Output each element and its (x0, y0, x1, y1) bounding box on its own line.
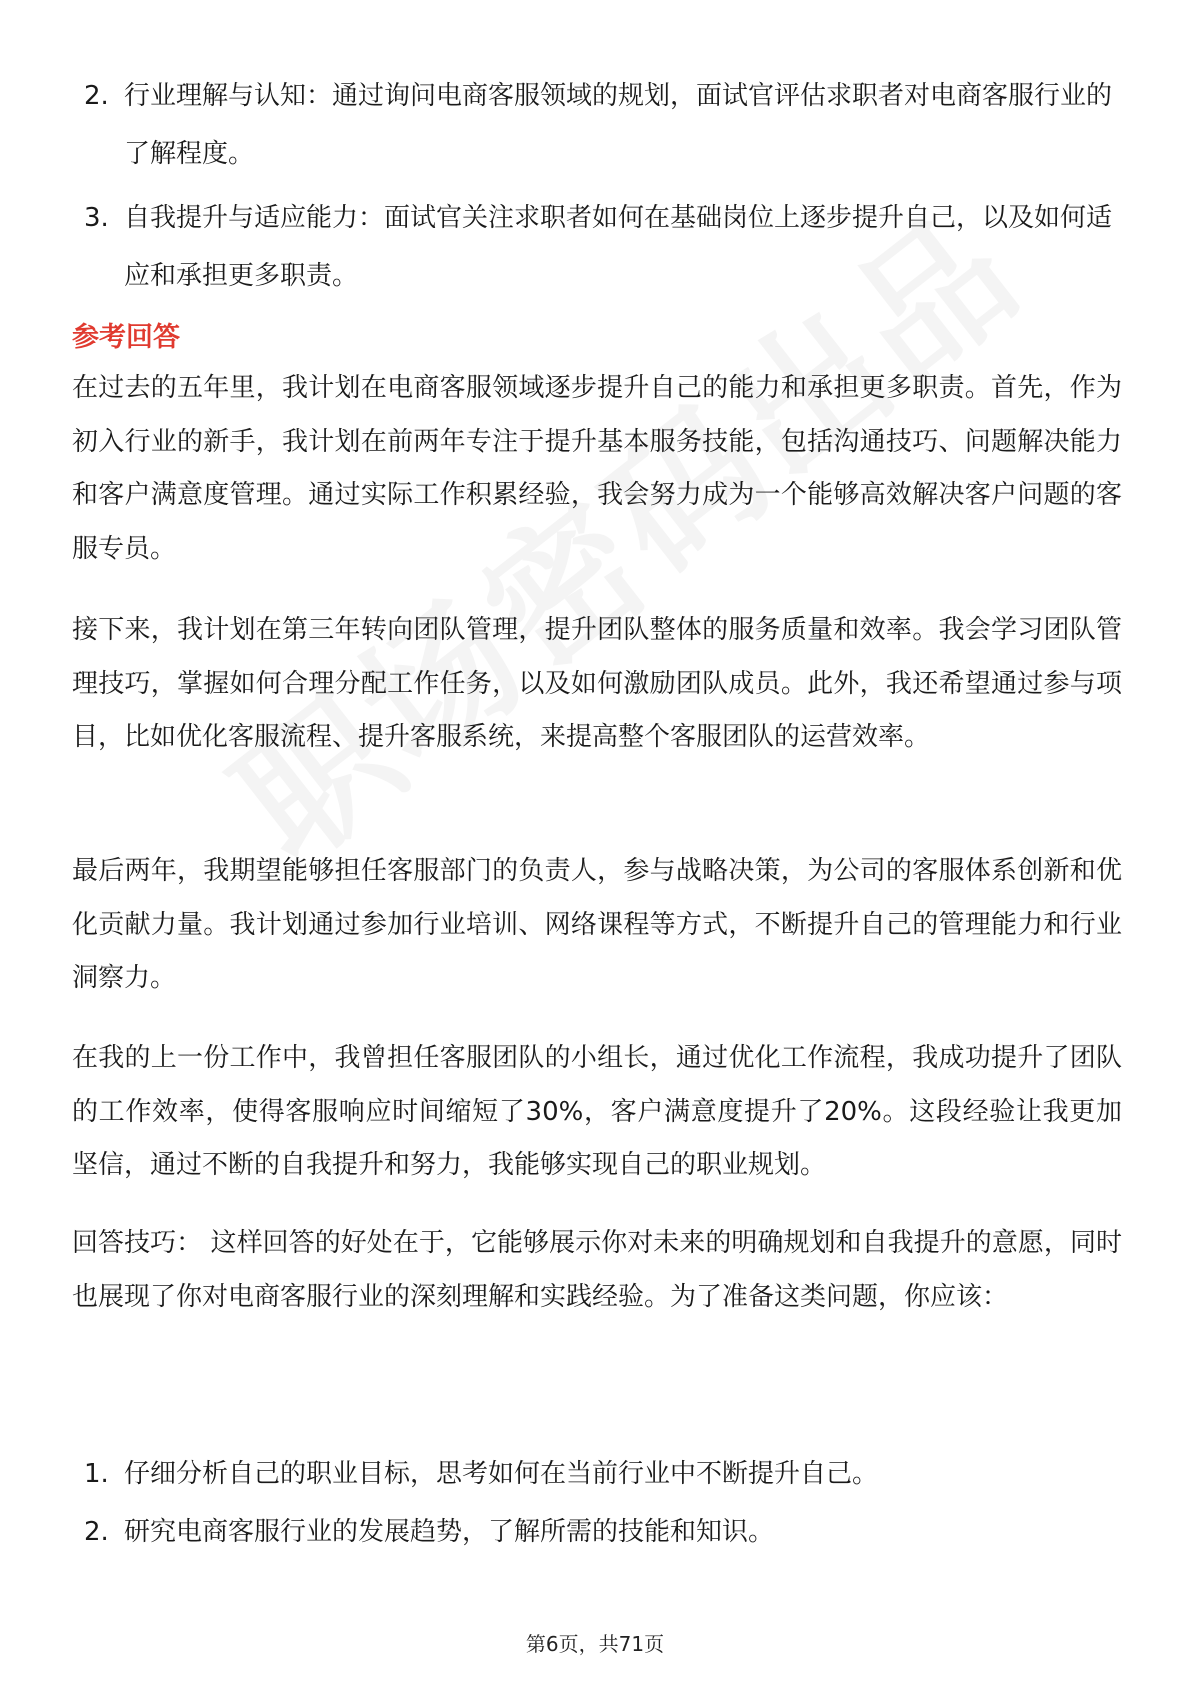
page-number-footer: 第6页，共71页 (525, 1632, 665, 1656)
list-item-text: 仔细分析自己的职业目标，思考如何在当前行业中不断提升自己。 (124, 1459, 879, 1489)
list-item-number: 1. (84, 1459, 109, 1489)
list-item (72, 67, 1122, 183)
list-item-text: 行业理解与认知：通过询问电商客服领域的规划，面试官评估求职者对电商客服行业的了解程度。 (124, 81, 1113, 169)
bottom-ordered-list (72, 1445, 1122, 1561)
list-item-text: 研究电商客服行业的发展趋势，了解所需的技能和知识。 (124, 1517, 775, 1547)
list-item-number: 3. (84, 203, 109, 233)
list-item (72, 189, 1122, 305)
answer-paragraph: 在我的上一份工作中，我曾担任客服团队的小组长，通过优化工作流程，我成功提升了团队的工作效率，使得客服响应时间缩短了30%，客户满意度提升了20%。这段经验让我更加坚信，通过不断的自我提升和努力，我能够实现自己的职业规划。 (72, 1043, 1122, 1180)
answer-paragraph: 最后两年，我期望能够担任客服部门的负责人，参与战略决策，为公司的客服体系创新和优化贡献力量。我计划通过参加行业培训、网络课程等方式，不断提升自己的管理能力和行业洞察力。 (72, 856, 1122, 993)
section-heading: 参考回答 (72, 322, 180, 353)
answer-paragraph: 在过去的五年里，我计划在电商客服领域逐步提升自己的能力和承担更多职责。首先，作为初入行业的新手，我计划在前两年专注于提升基本服务技能，包括沟通技巧、问题解决能力和客户满意度管理。通过实际工作积累经验，我会努力成为一个能够高效解决客户问题的客服专员。 (72, 373, 1122, 564)
list-item (72, 1503, 1122, 1561)
list-item-number: 2. (84, 1517, 109, 1547)
tips-paragraph: 回答技巧： 这样回答的好处在于，它能够展示你对未来的明确规划和自我提升的意愿，同时也展现了你对电商客服行业的深刻理解和实践经验。为了准备这类问题，你应该： (72, 1228, 1122, 1312)
list-item (72, 1445, 1122, 1503)
list-item-number: 2. (84, 81, 109, 111)
top-ordered-list (72, 67, 1122, 305)
answer-paragraph: 接下来，我计划在第三年转向团队管理，提升团队整体的服务质量和效率。我会学习团队管理技巧，掌握如何合理分配工作任务，以及如何激励团队成员。此外，我还希望通过参与项目，比如优化客服流程、提升客服系统，来提高整个客服团队的运营效率。 (72, 615, 1122, 752)
list-item-text: 自我提升与适应能力：面试官关注求职者如何在基础岗位上逐步提升自己，以及如何适应和承担更多职责。 (124, 203, 1113, 291)
